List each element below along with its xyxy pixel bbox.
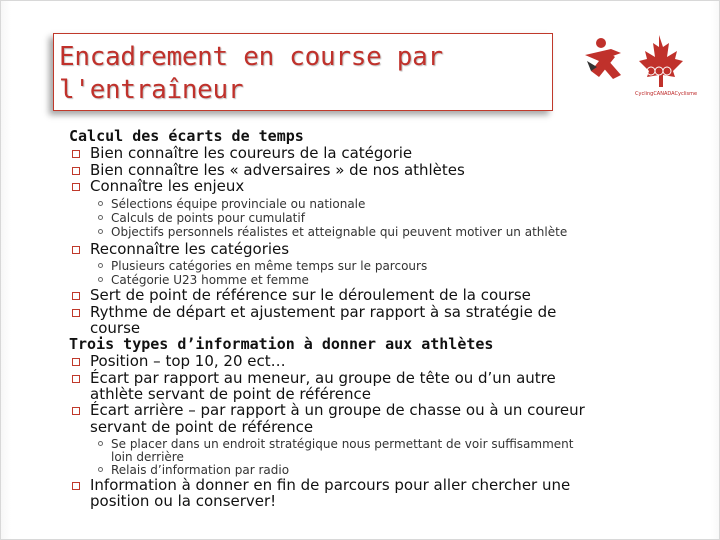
sub-bullet-item: Se placer dans un endroit stratégique nous permettant de voir suffisamment (69, 437, 679, 451)
bullet-item: Écart par rapport au meneur, au groupe de tête ou d’un autre (69, 370, 679, 387)
bullet-item: Connaître les enjeux (69, 178, 679, 195)
bullet-continuation: athlète servant de point de référence (90, 385, 371, 403)
checkbox-bullet-icon (72, 375, 80, 383)
checkbox-bullet-icon (72, 183, 80, 191)
checkbox-bullet-icon (72, 246, 80, 254)
bullet-item: Rythme de départ et ajustement par rapport à sa stratégie de (69, 304, 679, 321)
sub-bullet-item: Calculs de points pour cumulatif (69, 211, 679, 225)
maple-leaf-icon (639, 35, 683, 87)
circle-bullet-icon (98, 229, 103, 234)
checkbox-bullet-icon (72, 150, 80, 158)
checkbox-bullet-icon (72, 292, 80, 300)
bullet-continuation: course (90, 319, 141, 337)
bullet-item: Sert de point de référence sur le déroulement de la course (69, 287, 679, 304)
title-box (53, 33, 553, 111)
title-line-1: Encadrement en course par (59, 42, 443, 72)
sub-bullet-item: Sélections équipe provinciale ou nationale (69, 197, 679, 211)
circle-bullet-icon (98, 215, 103, 220)
circle-bullet-icon (98, 263, 103, 268)
cycling-canada-logo (581, 31, 691, 111)
circle-bullet-icon (98, 441, 103, 446)
circle-bullet-icon (98, 277, 103, 282)
checkbox-bullet-icon (72, 309, 80, 317)
checkbox-bullet-icon (72, 167, 80, 175)
sub-bullet-item: Objectifs personnels réalistes et atteignable qui peuvent motiver un athlète (69, 225, 679, 239)
sub-bullet-item: Relais d’information par radio (69, 463, 679, 477)
title-line-2: l'entraîneur (59, 75, 244, 105)
logo-caption: CyclingCANADACyclisme (635, 91, 698, 97)
checkbox-bullet-icon (72, 358, 80, 366)
circle-bullet-icon (98, 467, 103, 472)
bullet-item: Information à donner en fin de parcours pour aller chercher une (69, 477, 679, 494)
sub-bullet-item: Plusieurs catégories en même temps sur le parcours (69, 259, 679, 273)
checkbox-bullet-icon (72, 482, 80, 490)
section-heading: Trois types d’information à donner aux athlètes (69, 335, 494, 353)
checkbox-bullet-icon (72, 407, 80, 415)
section-heading: Calcul des écarts de temps (69, 127, 304, 145)
bullet-continuation: servant de point de référence (90, 417, 314, 436)
slide-title (59, 41, 443, 107)
cyclist-logo-icon (585, 38, 621, 79)
bullet-item: Position – top 10, 20 ect… (69, 353, 679, 370)
bullet-item: Bien connaître les « adversaires » de nos athlètes (69, 162, 679, 179)
sub-bullet-item: Catégorie U23 homme et femme (69, 273, 679, 287)
bullet-item: Écart arrière – par rapport à un groupe de chasse ou à un coureur (69, 402, 679, 419)
sub-bullet-continuation: loin derrière (111, 449, 184, 464)
slide-content (69, 128, 679, 509)
bullet-continuation: position ou la conserver! (90, 492, 277, 510)
circle-bullet-icon (98, 201, 103, 206)
bullet-item: Reconnaître les catégories (69, 241, 679, 258)
bullet-item: Bien connaître les coureurs de la catégorie (69, 145, 679, 162)
